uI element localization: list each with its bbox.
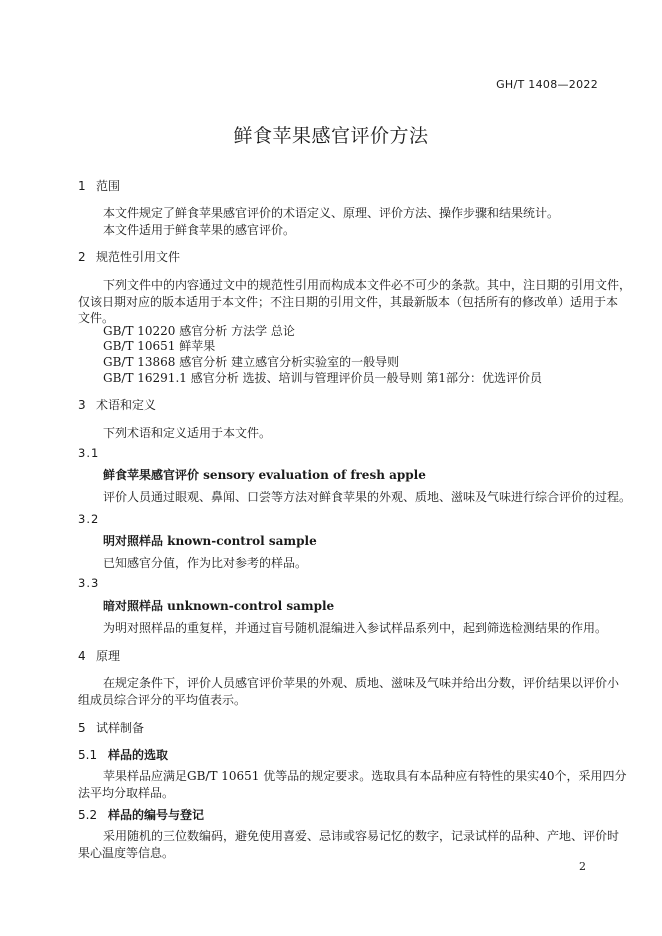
- term-title: 暗对照样品 unknown-control sample: [103, 599, 335, 613]
- subsection-title: 样品的编号与登记: [108, 808, 205, 822]
- page-number: 2: [579, 860, 586, 873]
- reference-item: GB/T 10651 鲜苹果: [103, 339, 216, 353]
- section-title: 术语和定义: [96, 398, 157, 412]
- section-5-heading: [78, 719, 144, 736]
- section-number: 2: [78, 250, 86, 264]
- paragraph-line: 本文件规定了鲜食苹果感官评价的术语定义、原理、评价方法、操作步骤和结果统计。: [103, 206, 560, 220]
- section-title: 原理: [96, 649, 121, 663]
- section-number: 3: [78, 398, 86, 412]
- section-number: 4: [78, 649, 86, 663]
- paragraph-line: 下列术语和定义适用于本文件。: [103, 426, 272, 440]
- section-2-heading: [78, 248, 180, 265]
- term-number: 3.3: [78, 576, 100, 590]
- term-number: 3.1: [78, 446, 100, 460]
- paragraph-line: 在规定条件下，评价人员感官评价苹果的外观、质地、滋味及气味并给出分数，评价结果以评价小: [103, 676, 620, 690]
- section-3-heading: [78, 396, 156, 413]
- section-4-heading: [78, 647, 120, 664]
- paragraph-line: 下列文件中的内容通过文中的规范性引用而构成本文件必不可少的条款。其中，注日期的引用文件，: [103, 278, 632, 292]
- paragraph-line: 本文件适用于鲜食苹果的感官评价。: [103, 223, 296, 237]
- section-title: 试样制备: [96, 721, 145, 735]
- section-1-heading: [78, 177, 120, 194]
- paragraph-line: 组成员综合评分的平均值表示。: [78, 693, 247, 707]
- section-number: 1: [78, 179, 86, 193]
- paragraph-line: 文件。: [78, 311, 115, 325]
- reference-item: GB/T 13868 感官分析 建立感官分析实验室的一般导则: [103, 355, 400, 369]
- subsection-title: 样品的选取: [108, 748, 169, 762]
- term-definition: 为明对照样品的重复样，并通过盲号随机混编进入参试样品系列中，起到筛选检测结果的作用。: [103, 621, 608, 635]
- section-title: 范围: [96, 179, 121, 193]
- term-title: 明对照样品 known-control sample: [103, 534, 317, 548]
- paragraph-line: 仅该日期对应的版本适用于本文件；不注日期的引用文件，其最新版本（包括所有的修改单）适用于本: [78, 295, 619, 309]
- subsection-number: 5.2: [78, 808, 98, 822]
- term-definition: 评价人员通过眼观、鼻闻、口尝等方法对鲜食苹果的外观、质地、滋味及气味进行综合评价的过程。: [103, 490, 632, 504]
- paragraph-line: 法平均分取样品。: [78, 786, 175, 800]
- subsection-number: 5.1: [78, 748, 98, 762]
- section-title: 规范性引用文件: [96, 250, 181, 264]
- reference-item: GB/T 16291.1 感官分析 选拔、培训与管理评价员一般导则 第1部分：优选评价员: [103, 371, 542, 385]
- standard-code: GH/T 1408—2022: [496, 78, 598, 91]
- section-number: 5: [78, 721, 86, 735]
- subsection-5-1-heading: [78, 746, 168, 763]
- paragraph-line: 果心温度等信息。: [78, 846, 175, 860]
- term-definition: 已知感官分值，作为比对参考的样品。: [103, 556, 308, 570]
- paragraph-line: 采用随机的三位数编码，避免使用喜爱、忌讳或容易记忆的数字，记录试样的品种、产地、评价时: [103, 829, 620, 843]
- term-title: 鲜食苹果感官评价 sensory evaluation of fresh apple: [103, 468, 426, 482]
- subsection-5-2-heading: [78, 806, 204, 823]
- reference-item: GB/T 10220 感官分析 方法学 总论: [103, 324, 295, 338]
- paragraph-line: 苹果样品应满足GB/T 10651 优等品的规定要求。选取具有本品种应有特性的果实40个，采用四分: [103, 769, 627, 783]
- document-title: 鲜食苹果感官评价方法: [233, 125, 429, 147]
- term-number: 3.2: [78, 512, 100, 526]
